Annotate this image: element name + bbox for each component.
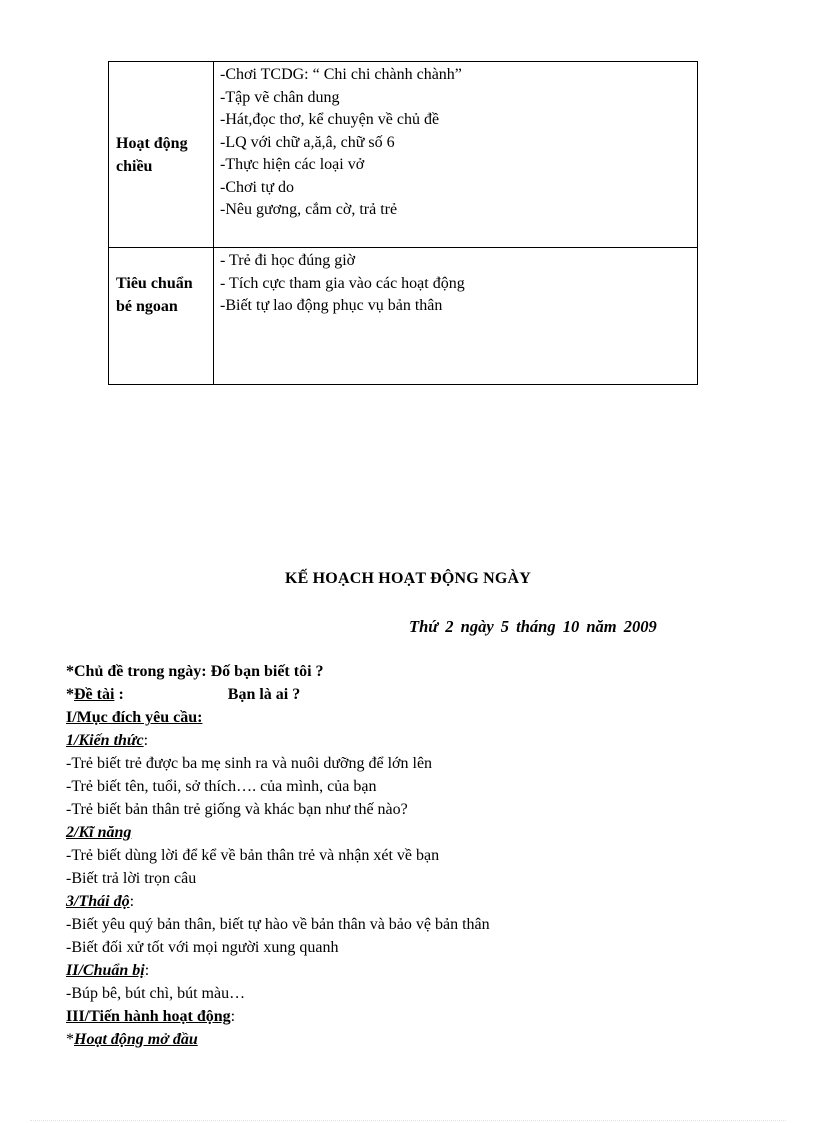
list-item: -Trẻ biết bản thân trẻ giống và khác bạn như thế nào? — [66, 801, 408, 818]
list-item: -Thực hiện các loại vở — [220, 156, 365, 173]
subsection-heading: 1/Kiến thức — [66, 732, 144, 749]
list-item: -Biết yêu quý bản thân, biết tự hào về bản thân và bảo vệ bản thân — [66, 916, 490, 933]
subsection-skills: 2/Kĩ năng — [66, 824, 132, 841]
list-item: -Biết đối xử tốt với mọi người xung quanh — [66, 939, 339, 956]
subject-value: Bạn là ai ? — [227, 686, 301, 703]
row-label-line: Tiêu chuẩn — [116, 275, 193, 292]
list-item: -Biết trả lời trọn câu — [66, 870, 197, 887]
subsection-attitude — [66, 890, 786, 913]
list-item: -Chơi TCDG: “ Chi chi chành chành” — [220, 66, 462, 83]
subsection-heading: 3/Thái độ — [66, 893, 130, 910]
subject-prefix: * — [66, 686, 74, 703]
section-suffix: : — [230, 1008, 236, 1025]
opening-activity — [66, 1028, 786, 1051]
row-label-good-child — [109, 248, 214, 385]
list-item: -Trẻ biết dùng lời để kể về bản thân trẻ và nhận xét về bạn — [66, 847, 440, 864]
list-item: - Trẻ đi học đúng giờ — [220, 252, 356, 269]
table-row-afternoon — [109, 62, 698, 248]
list-item: -Nêu gương, cắm cờ, trả trẻ — [220, 201, 398, 218]
subject-colon: : — [114, 686, 124, 703]
list-item: -Tập vẽ chân dung — [220, 88, 340, 106]
document-date: Thứ 2 ngày 5 tháng 10 năm 2009 — [409, 617, 657, 636]
list-item: -Biết tự lao động phục vụ bản thân — [220, 297, 443, 314]
topic-line — [66, 660, 786, 683]
subsection-suffix: : — [129, 893, 135, 910]
list-item: - Tích cực tham gia vào các hoạt động — [220, 274, 465, 292]
row-label-line: bé ngoan — [116, 298, 178, 315]
document-body — [66, 660, 786, 1051]
subsection-knowledge — [66, 729, 786, 752]
list-item: -Trẻ biết tên, tuổi, sở thích…. của mình, của bạn — [66, 778, 377, 795]
list-item: -Chơi tự do — [220, 178, 295, 196]
row-label-line: chiều — [116, 157, 153, 175]
document-title: KẾ HOẠCH HOẠT ĐỘNG NGÀY — [284, 570, 532, 587]
row-content-afternoon — [214, 62, 698, 248]
list-item: -Trẻ biết trẻ được ba mẹ sinh ra và nuôi dưỡng để lớn lên — [66, 755, 433, 772]
page-divider — [30, 1120, 786, 1121]
opening-prefix: * — [66, 1031, 74, 1048]
table-row-good-child — [109, 248, 698, 385]
opening-heading: Hoạt động mở đầu — [74, 1031, 198, 1048]
topic-prefix: * — [66, 663, 74, 680]
schedule-table — [108, 61, 698, 385]
row-label-line: Hoạt động — [116, 134, 188, 152]
row-label-afternoon — [109, 62, 214, 248]
section-suffix: : — [144, 962, 150, 979]
section-heading-goals: I/Mục đích yêu cầu: — [66, 709, 203, 726]
subsection-suffix: : — [143, 732, 149, 749]
list-item: -LQ với chữ a,ă,â, chữ số 6 — [220, 133, 395, 151]
section-heading: II/Chuẩn bị — [66, 962, 145, 979]
topic-label: Chủ đề trong ngày: Đố bạn biết tôi ? — [74, 663, 324, 680]
list-item: -Búp bê, bút chì, bút màu… — [66, 985, 246, 1002]
list-item: -Hát,đọc thơ, kể chuyện về chủ đề — [220, 111, 440, 128]
section-heading: III/Tiến hành hoạt động — [66, 1008, 231, 1025]
row-content-good-child — [214, 248, 698, 385]
section-heading-activities — [66, 1005, 786, 1028]
subject-label: Đề tài — [74, 686, 115, 703]
subject-line — [66, 683, 786, 706]
section-heading-preparation — [66, 959, 786, 982]
